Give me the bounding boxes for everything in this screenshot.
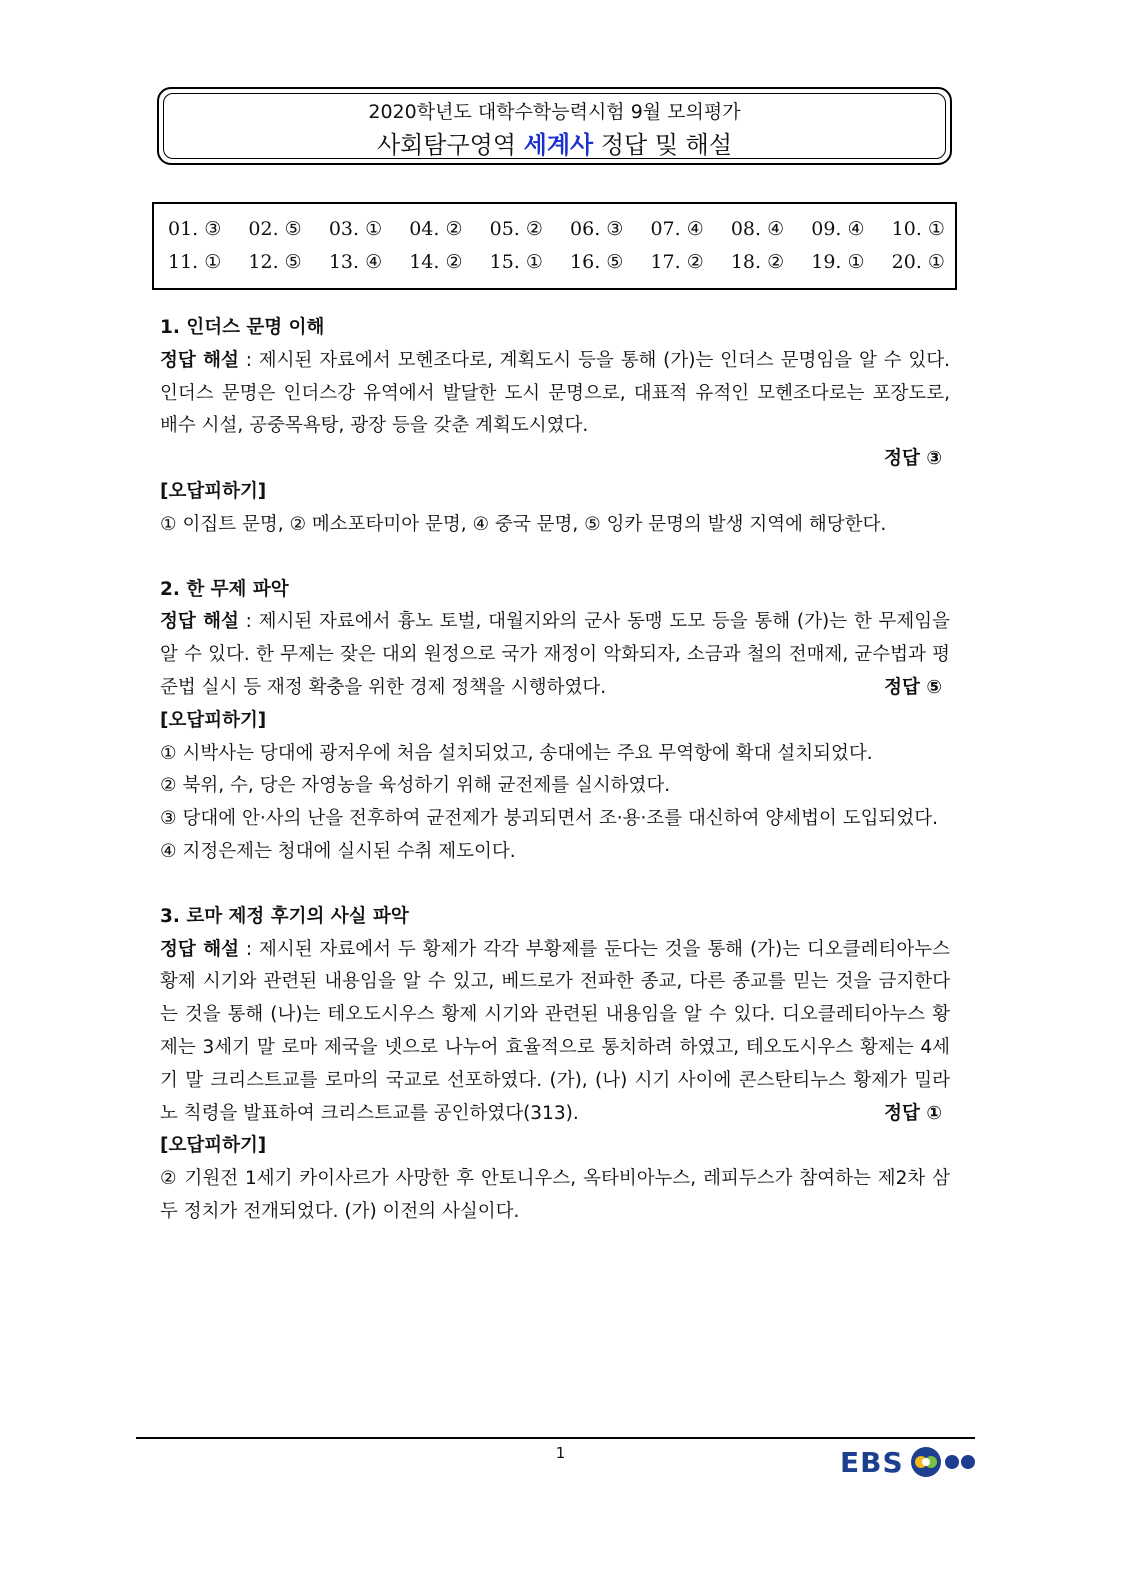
answer-item: 01. ③ [168, 218, 222, 240]
wrong-answer-item: ① 시박사는 당대에 광저우에 처음 설치되었고, 송대에는 주요 무역항에 확대 설치되었다. [160, 742, 873, 764]
answer-item: 13. ④ [328, 251, 383, 273]
wrong-answer-item: ③ 당대에 안·사의 난을 전후하여 균전제가 붕괴되면서 조·용·조를 대신하여 양세법이 도입되었다. [160, 808, 939, 830]
section-heading: 3. 로마 제정 후기의 사실 파악 [160, 905, 409, 927]
answer-item: 19. ① [811, 251, 865, 273]
section-spacer [160, 869, 950, 901]
wrong-answers-heading: [오답피하기] [160, 1135, 267, 1157]
answer-item: 11. ① [168, 251, 222, 273]
wrong-answers-heading: [오답피하기] [160, 709, 267, 731]
title-box [157, 87, 952, 165]
answer-item: 15. ① [489, 251, 543, 273]
explanation-text: : 제시된 자료에서 두 황제가 각각 부황제를 둔다는 것을 통해 (가)는 디오클레티아누스 황제 시기와 관련된 내용임을 알 수 있고, 베드로가 전파한 종교, 다른 종교를 믿는 것을 금지한다는 것을 통해 (나)는 테오도시우스 황제 시기와 관련된 내용임을 알 수 있다. 디오클레티아누스 황제는 3세기 말 로마 제국을 넷으로 나누어 효율적으로 통치하려 하였고, 테오도시우스 황제는 4세기 말 크리스트교를 로마의 국교로 선포하였다. (가), (나) 시기 사이에 콘스탄티누스 황제가 밀라노 칙령을 발표하여 크리스트교를 공인하였다(313). [160, 938, 950, 1124]
answer-item: 05. ② [489, 218, 543, 240]
explanation-text: : 제시된 자료에서 흉노 토벌, 대월지와의 군사 동맹 도모 등을 통해 (가)는 한 무제임을 알 수 있다. 한 무제는 잦은 대외 원정으로 국가 재정이 악화되자, 소금과 철의 전매제, 균수법과 평준법 실시 등 재정 확충을 위한 경제 정책을 시행하였다. [160, 611, 950, 698]
answer-item: 12. ⑤ [248, 251, 302, 273]
answer-item: 14. ② [409, 251, 463, 273]
section-spacer [160, 542, 950, 574]
subject-title-prefix: 사회탐구영역 [376, 131, 524, 159]
answer-row-2 [168, 251, 945, 273]
explanation-label: 정답 해설 [160, 611, 239, 633]
answer-item: 02. ⑤ [248, 218, 302, 240]
explanation-label: 정답 해설 [160, 349, 239, 371]
wrong-answer-item: ② 기원전 1세기 카이사르가 사망한 후 안토니우스, 옥타비아누스, 레피두스가 참여하는 제2차 삼두 정치가 전개되었다. (가) 이전의 사실이다. [160, 1168, 950, 1222]
answer-item: 16. ⑤ [570, 251, 624, 273]
ebs-logo-text: EBS [840, 1445, 904, 1479]
subject-title [159, 125, 950, 160]
ebs-logo-icon [904, 1445, 996, 1479]
answer-item: 18. ② [730, 251, 785, 273]
exam-title: 2020학년도 대학수학능력시험 9월 모의평가 [368, 101, 741, 123]
answer-item: 03. ① [328, 218, 383, 240]
wrong-answers-heading: [오답피하기] [160, 480, 267, 502]
answer-item: 08. ④ [730, 218, 785, 240]
answer-item: 06. ③ [570, 218, 624, 240]
answer-row-1 [168, 218, 945, 240]
wrong-answer-item: ④ 지정은제는 청대에 실시된 수취 제도이다. [160, 840, 516, 862]
explanations [160, 312, 950, 1229]
answer-item: 17. ② [650, 251, 704, 273]
answer-item: 07. ④ [650, 218, 704, 240]
page-number: 1 [555, 1444, 566, 1462]
explanation-text: : 제시된 자료에서 모헨조다로, 계획도시 등을 통해 (가)는 인더스 문명임을 알 수 있다. 인더스 문명은 인더스강 유역에서 발달한 도시 문명으로, 대표적 유적인 모헨조다로는 포장도로, 배수 시설, 공중목욕탕, 광장 등을 갖춘 계획도시였다. [160, 349, 950, 437]
answer-item: 09. ④ [811, 218, 865, 240]
answer-item: 20. ① [891, 251, 945, 273]
wrong-answer-item: ① 이집트 문명, ② 메소포타미아 문명, ④ 중국 문명, ⑤ 잉카 문명의 발생 지역에 해당한다. [160, 513, 887, 535]
section-heading: 1. 인더스 문명 이해 [160, 317, 325, 338]
answer-item: 10. ① [891, 218, 945, 240]
explanation-label: 정답 해설 [160, 938, 239, 960]
answer-key-box [152, 202, 957, 290]
correct-answer: 정답 ③ [884, 448, 942, 470]
ebs-logo [840, 1446, 996, 1478]
correct-answer: 정답 ① [884, 1102, 942, 1124]
subject-name: 세계사 [523, 131, 594, 159]
section-explanation [160, 345, 950, 443]
answer-item: 04. ② [409, 218, 463, 240]
correct-answer: 정답 ⑤ [884, 676, 942, 698]
wrong-answer-item: ② 북위, 수, 당은 자영농을 육성하기 위해 균전제를 실시하였다. [160, 775, 671, 797]
section-heading: 2. 한 무제 파악 [160, 578, 289, 600]
subject-title-suffix: 정답 및 해설 [593, 131, 733, 159]
footer-divider [136, 1437, 975, 1439]
